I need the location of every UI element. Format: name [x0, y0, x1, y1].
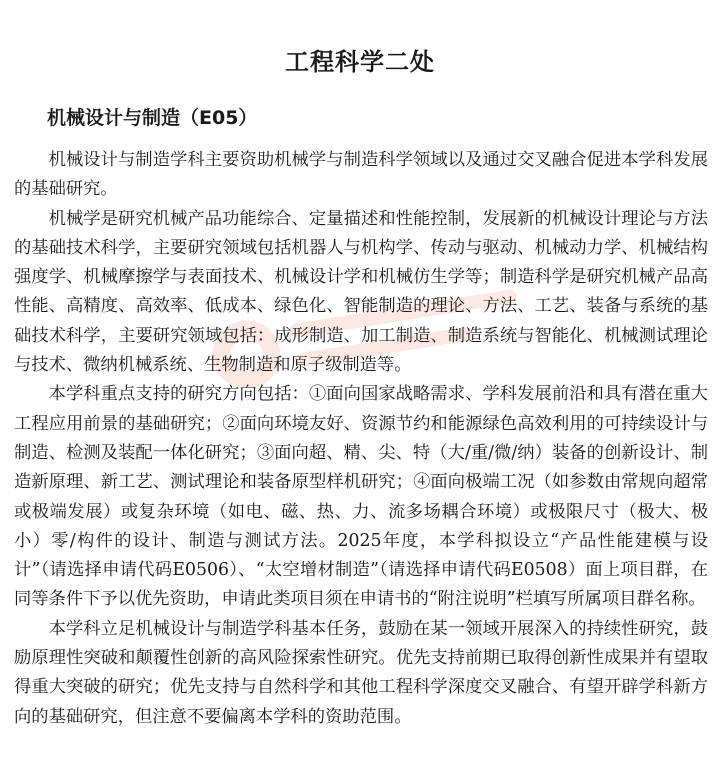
- body-text: [14, 146, 708, 732]
- page-title: 工程科学二处: [285, 48, 435, 76]
- paragraph-fields: 机械学是研究机械产品功能综合、定量描述和性能控制，发展新的机械设计理论与方法的基础技术科学，主要研究领域包括机器人与机构学、传动与驱动、机械动力学、机械结构强度学、机械摩擦学与表面技术、机械设计学和机械仿生学等；制造科学是研究机械产品高性能、高精度、高效率、低成本、绿色化、智能制造的理论、方法、工艺、装备与系统的基础技术科学，主要研究领域包括：成形制造、加工制造、制造系统与智能化、机械测试理论与技术、微纳机械系统、生物制造和原子级制造等。: [14, 208, 708, 376]
- paragraph-priorities: 本学科重点支持的研究方向包括：①面向国家战略需求、学科发展前沿和具有潜在重大工程应用前景的基础研究；②面向环境友好、资源节约和能源绿色高效利用的可持续设计与制造、检测及装配一体化研究；③面向超、精、尖、特（大/重/微/纳）装备的创新设计、制造新原理、新工艺、测试理论和装备原型样机研究；④面向极端工况（如参数由常规向超常或极端发展）或复杂环境（如电、磁、热、力、流多场耦合环境）或极限尺寸（极大、极小）零/构件的设计、制造与测试方法。2025年度，本学科拟设立“产品性能建模与设计”（请选择申请代码E0506）、“太空增材制造”（请选择申请代码E0508）面上项目群，在同等条件下予以优先资助，申请此类项目须在申请书的“附注说明”栏填写所属项目群名称。: [14, 384, 708, 610]
- paragraph-encouragement: 本学科立足机械设计与制造学科基本任务，鼓励在某一领域开展深入的持续性研究，鼓励原理性突破和颠覆性创新的高风险探索性研究。优先支持前期已取得创新性成果并有望取得重大突破的研究；优先支持与自然科学和其他工程科学深度交叉融合、有望开辟学科新方向的基础研究，但注意不要偏离本学科的资助范围。: [14, 618, 708, 727]
- section-heading: 机械设计与制造（E05）: [47, 107, 258, 129]
- paragraph-intro: 机械设计与制造学科主要资助机械学与制造科学领域以及通过交叉融合促进本学科发展的基础研究。: [14, 150, 708, 200]
